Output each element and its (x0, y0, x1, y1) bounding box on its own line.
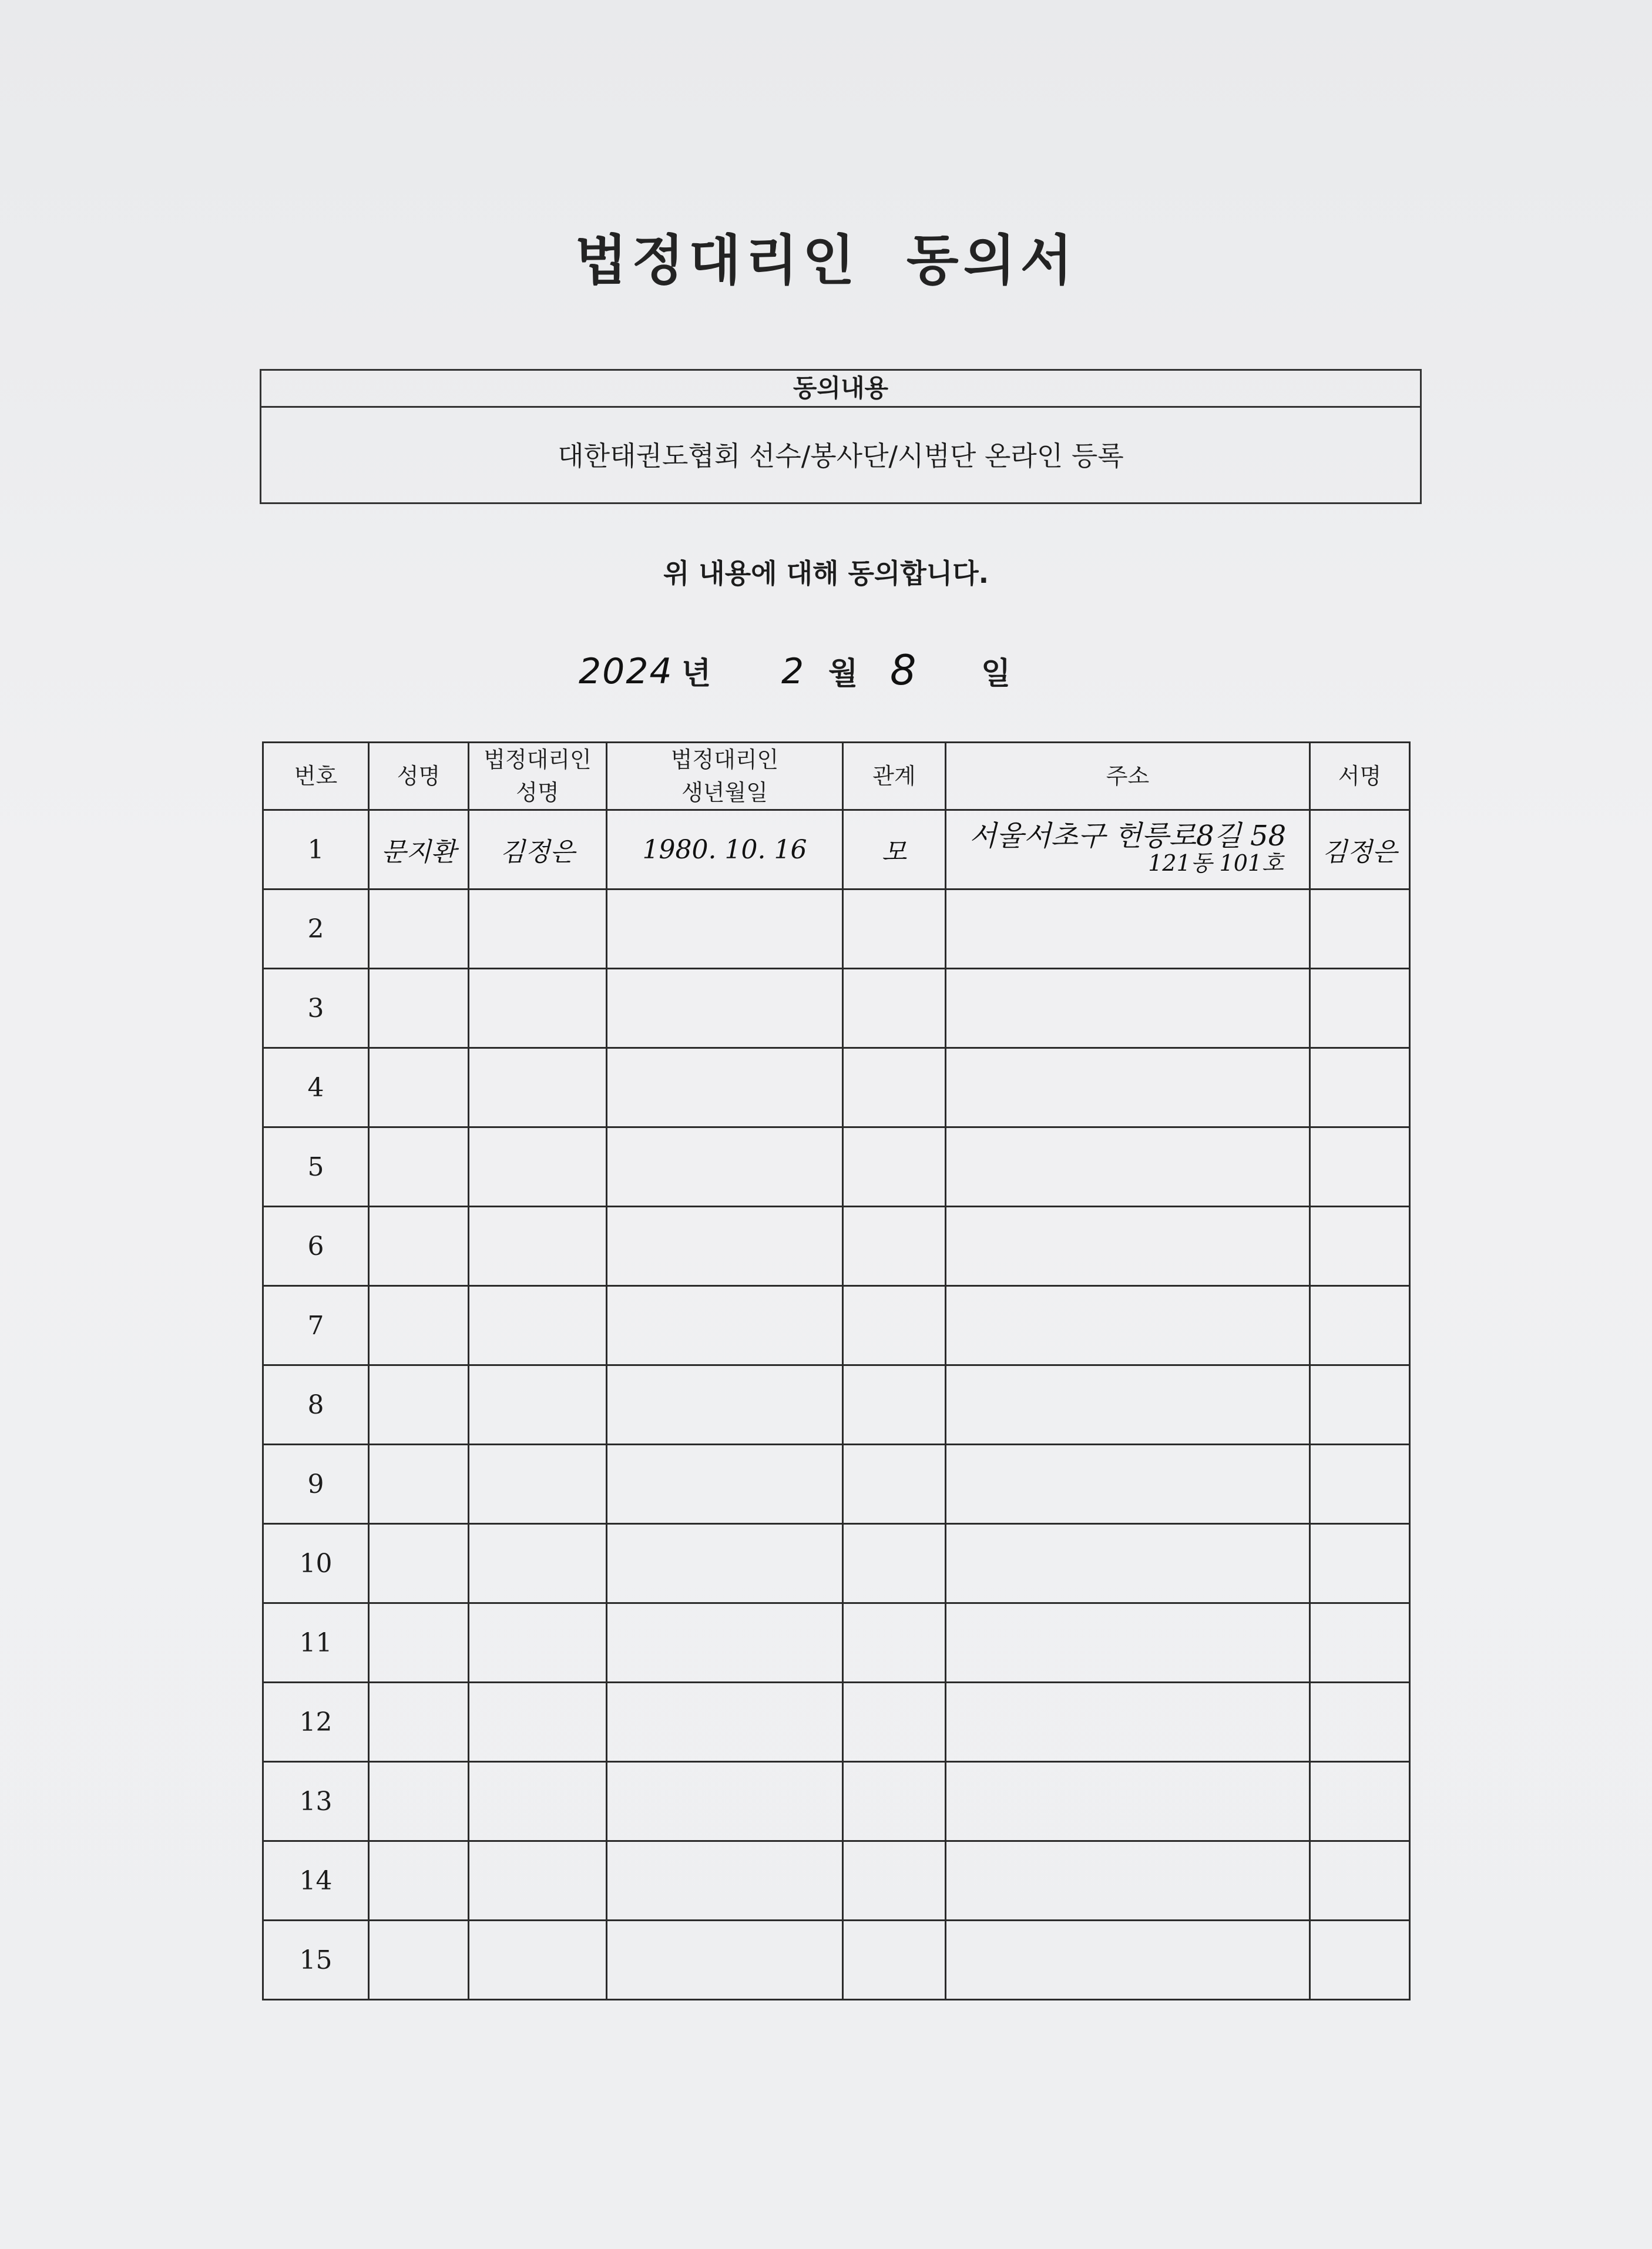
student-name-cell[interactable] (369, 1048, 469, 1127)
student-name-cell[interactable] (369, 889, 469, 969)
row-number: 3 (263, 969, 369, 1048)
signature-cell[interactable] (1310, 969, 1410, 1048)
signature-cell[interactable] (1310, 1921, 1410, 2000)
student-name-cell[interactable] (369, 1683, 469, 1762)
signature-cell[interactable] (1310, 1683, 1410, 1762)
relation-cell[interactable] (843, 1286, 946, 1365)
header-relation: 관계 (843, 743, 946, 810)
table-row (263, 810, 1410, 889)
guardian-name-cell[interactable] (469, 1048, 607, 1127)
table-row (263, 1365, 1410, 1445)
date-day: 8 (890, 646, 918, 694)
address-cell[interactable] (946, 1365, 1310, 1445)
table-header-row (263, 743, 1410, 810)
signature-cell[interactable] (1310, 1365, 1410, 1445)
table-row (263, 969, 1410, 1048)
address-line1: 서울서초구 헌릉로8길 58 (969, 820, 1287, 852)
signature-cell[interactable]: 김정은 (1310, 810, 1410, 889)
address-cell[interactable] (946, 889, 1310, 969)
guardian-table (262, 741, 1411, 2000)
header-guardian-birth-line2: 생년월일 (681, 780, 768, 805)
relation-cell[interactable] (843, 889, 946, 969)
guardian-name-cell[interactable] (469, 1762, 607, 1841)
relation-cell[interactable] (843, 1683, 946, 1762)
guardian-birth-cell[interactable] (607, 1524, 843, 1603)
relation-cell[interactable] (843, 1207, 946, 1286)
date-line (0, 640, 1652, 705)
guardian-name-cell[interactable] (469, 1127, 607, 1207)
guardian-birth-cell[interactable] (607, 969, 843, 1048)
student-name-cell[interactable] (369, 1365, 469, 1445)
student-name-cell[interactable] (369, 1603, 469, 1683)
guardian-birth-cell[interactable] (607, 1445, 843, 1524)
table-row (263, 1048, 1410, 1127)
guardian-name-cell[interactable] (469, 1207, 607, 1286)
guardian-name-cell[interactable] (469, 1683, 607, 1762)
header-guardian-name (469, 743, 607, 810)
guardian-birth-cell[interactable] (607, 889, 843, 969)
row-number: 11 (263, 1603, 369, 1683)
guardian-name-cell[interactable] (469, 1603, 607, 1683)
guardian-birth-cell[interactable] (607, 1762, 843, 1841)
student-name-cell[interactable] (369, 1841, 469, 1921)
row-number: 6 (263, 1207, 369, 1286)
signature-cell[interactable] (1310, 1762, 1410, 1841)
table-row (263, 1841, 1410, 1921)
table-row (263, 1921, 1410, 2000)
student-name-cell[interactable] (369, 1524, 469, 1603)
row-number: 9 (263, 1445, 369, 1524)
row-number: 10 (263, 1524, 369, 1603)
guardian-name-cell[interactable] (469, 1524, 607, 1603)
address-cell[interactable] (946, 810, 1310, 889)
consent-statement: 위 내용에 대해 동의합니다. (663, 558, 989, 589)
relation-cell[interactable] (843, 969, 946, 1048)
table-row (263, 1683, 1410, 1762)
guardian-name-cell[interactable] (469, 1365, 607, 1445)
address-cell[interactable] (946, 1921, 1310, 2000)
row-number: 12 (263, 1683, 369, 1762)
date-year: 2024 (579, 651, 673, 692)
table-row (263, 1603, 1410, 1683)
relation-cell[interactable] (843, 1603, 946, 1683)
consent-box-header: 동의내용 (261, 371, 1420, 408)
address-cell[interactable] (946, 1127, 1310, 1207)
guardian-name-cell[interactable] (469, 889, 607, 969)
consent-box-content: 대한태권도협회 선수/봉사단/시범단 온라인 등록 (558, 440, 1124, 472)
address-cell[interactable] (946, 1603, 1310, 1683)
guardian-name-cell[interactable] (469, 1445, 607, 1524)
table-row (263, 1445, 1410, 1524)
signature-cell[interactable] (1310, 1286, 1410, 1365)
address-cell[interactable] (946, 1841, 1310, 1921)
guardian-birth-cell[interactable] (607, 1127, 843, 1207)
student-name-cell[interactable] (369, 1921, 469, 2000)
address-cell[interactable] (946, 1207, 1310, 1286)
guardian-birth-cell[interactable] (607, 1048, 843, 1127)
page-title: 법정대리인 동의서 (575, 229, 1077, 292)
header-signature: 서명 (1310, 743, 1410, 810)
student-name-cell[interactable] (369, 969, 469, 1048)
guardian-name-cell[interactable] (469, 969, 607, 1048)
address-cell[interactable] (946, 1762, 1310, 1841)
address-cell[interactable] (946, 1286, 1310, 1365)
student-name-cell[interactable] (369, 1762, 469, 1841)
guardian-name-cell[interactable] (469, 1286, 607, 1365)
relation-cell[interactable]: 모 (843, 810, 946, 889)
relation-cell[interactable] (843, 1762, 946, 1841)
header-guardian-birth-line1: 법정대리인 (670, 747, 779, 773)
row-number: 13 (263, 1762, 369, 1841)
address-cell[interactable] (946, 1048, 1310, 1127)
header-name: 성명 (369, 743, 469, 810)
guardian-name-cell[interactable] (469, 1921, 607, 2000)
guardian-name-cell[interactable]: 김정은 (469, 810, 607, 889)
row-number: 7 (263, 1286, 369, 1365)
row-number: 14 (263, 1841, 369, 1921)
relation-cell[interactable] (843, 1048, 946, 1127)
guardian-birth-cell[interactable] (607, 1365, 843, 1445)
signature-cell[interactable] (1310, 1207, 1410, 1286)
table-row (263, 1127, 1410, 1207)
signature-cell[interactable] (1310, 1445, 1410, 1524)
row-number: 5 (263, 1127, 369, 1207)
guardian-birth-cell[interactable]: 1980. 10. 16 (607, 810, 843, 889)
relation-cell[interactable] (843, 1841, 946, 1921)
guardian-birth-cell[interactable] (607, 1286, 843, 1365)
date-month: 2 (781, 651, 805, 692)
address-cell[interactable] (946, 1445, 1310, 1524)
row-number: 1 (263, 810, 369, 889)
relation-cell[interactable] (843, 1921, 946, 2000)
guardian-birth-cell[interactable] (607, 1683, 843, 1762)
header-guardian-birth (607, 743, 843, 810)
date-year-suffix: 년 (681, 656, 711, 692)
signature-cell[interactable] (1310, 1603, 1410, 1683)
row-number: 15 (263, 1921, 369, 2000)
relation-cell[interactable] (843, 1445, 946, 1524)
student-name-cell[interactable]: 문지환 (369, 810, 469, 889)
date-day-suffix: 일 (981, 656, 1011, 692)
guardian-birth-cell[interactable] (607, 1841, 843, 1921)
signature-cell[interactable] (1310, 1048, 1410, 1127)
signature-cell[interactable] (1310, 1127, 1410, 1207)
table-row (263, 1286, 1410, 1365)
consent-content-box (260, 369, 1422, 504)
student-name-cell[interactable] (369, 1445, 469, 1524)
guardian-birth-cell[interactable] (607, 1603, 843, 1683)
header-address: 주소 (946, 743, 1310, 810)
student-name-cell[interactable] (369, 1286, 469, 1365)
header-no: 번호 (263, 743, 369, 810)
student-name-cell[interactable] (369, 1127, 469, 1207)
address-cell[interactable] (946, 1683, 1310, 1762)
student-name-cell[interactable] (369, 1207, 469, 1286)
row-number: 4 (263, 1048, 369, 1127)
guardian-birth-cell[interactable] (607, 1207, 843, 1286)
address-line2: 121동 101호 (1148, 850, 1284, 876)
table-row (263, 1524, 1410, 1603)
date-month-suffix: 월 (828, 656, 858, 692)
table-row (263, 1762, 1410, 1841)
relation-cell[interactable] (843, 1365, 946, 1445)
row-number: 2 (263, 889, 369, 969)
signature-cell[interactable] (1310, 889, 1410, 969)
header-guardian-name-line1: 법정대리인 (483, 747, 592, 773)
table-row (263, 889, 1410, 969)
guardian-birth-cell[interactable] (607, 1921, 843, 2000)
guardian-name-cell[interactable] (469, 1841, 607, 1921)
row-number: 8 (263, 1365, 369, 1445)
signature-cell[interactable] (1310, 1524, 1410, 1603)
table-row (263, 1207, 1410, 1286)
address-cell[interactable] (946, 969, 1310, 1048)
header-guardian-name-line2: 성명 (516, 780, 559, 805)
signature-cell[interactable] (1310, 1841, 1410, 1921)
address-cell[interactable] (946, 1524, 1310, 1603)
relation-cell[interactable] (843, 1127, 946, 1207)
relation-cell[interactable] (843, 1524, 946, 1603)
